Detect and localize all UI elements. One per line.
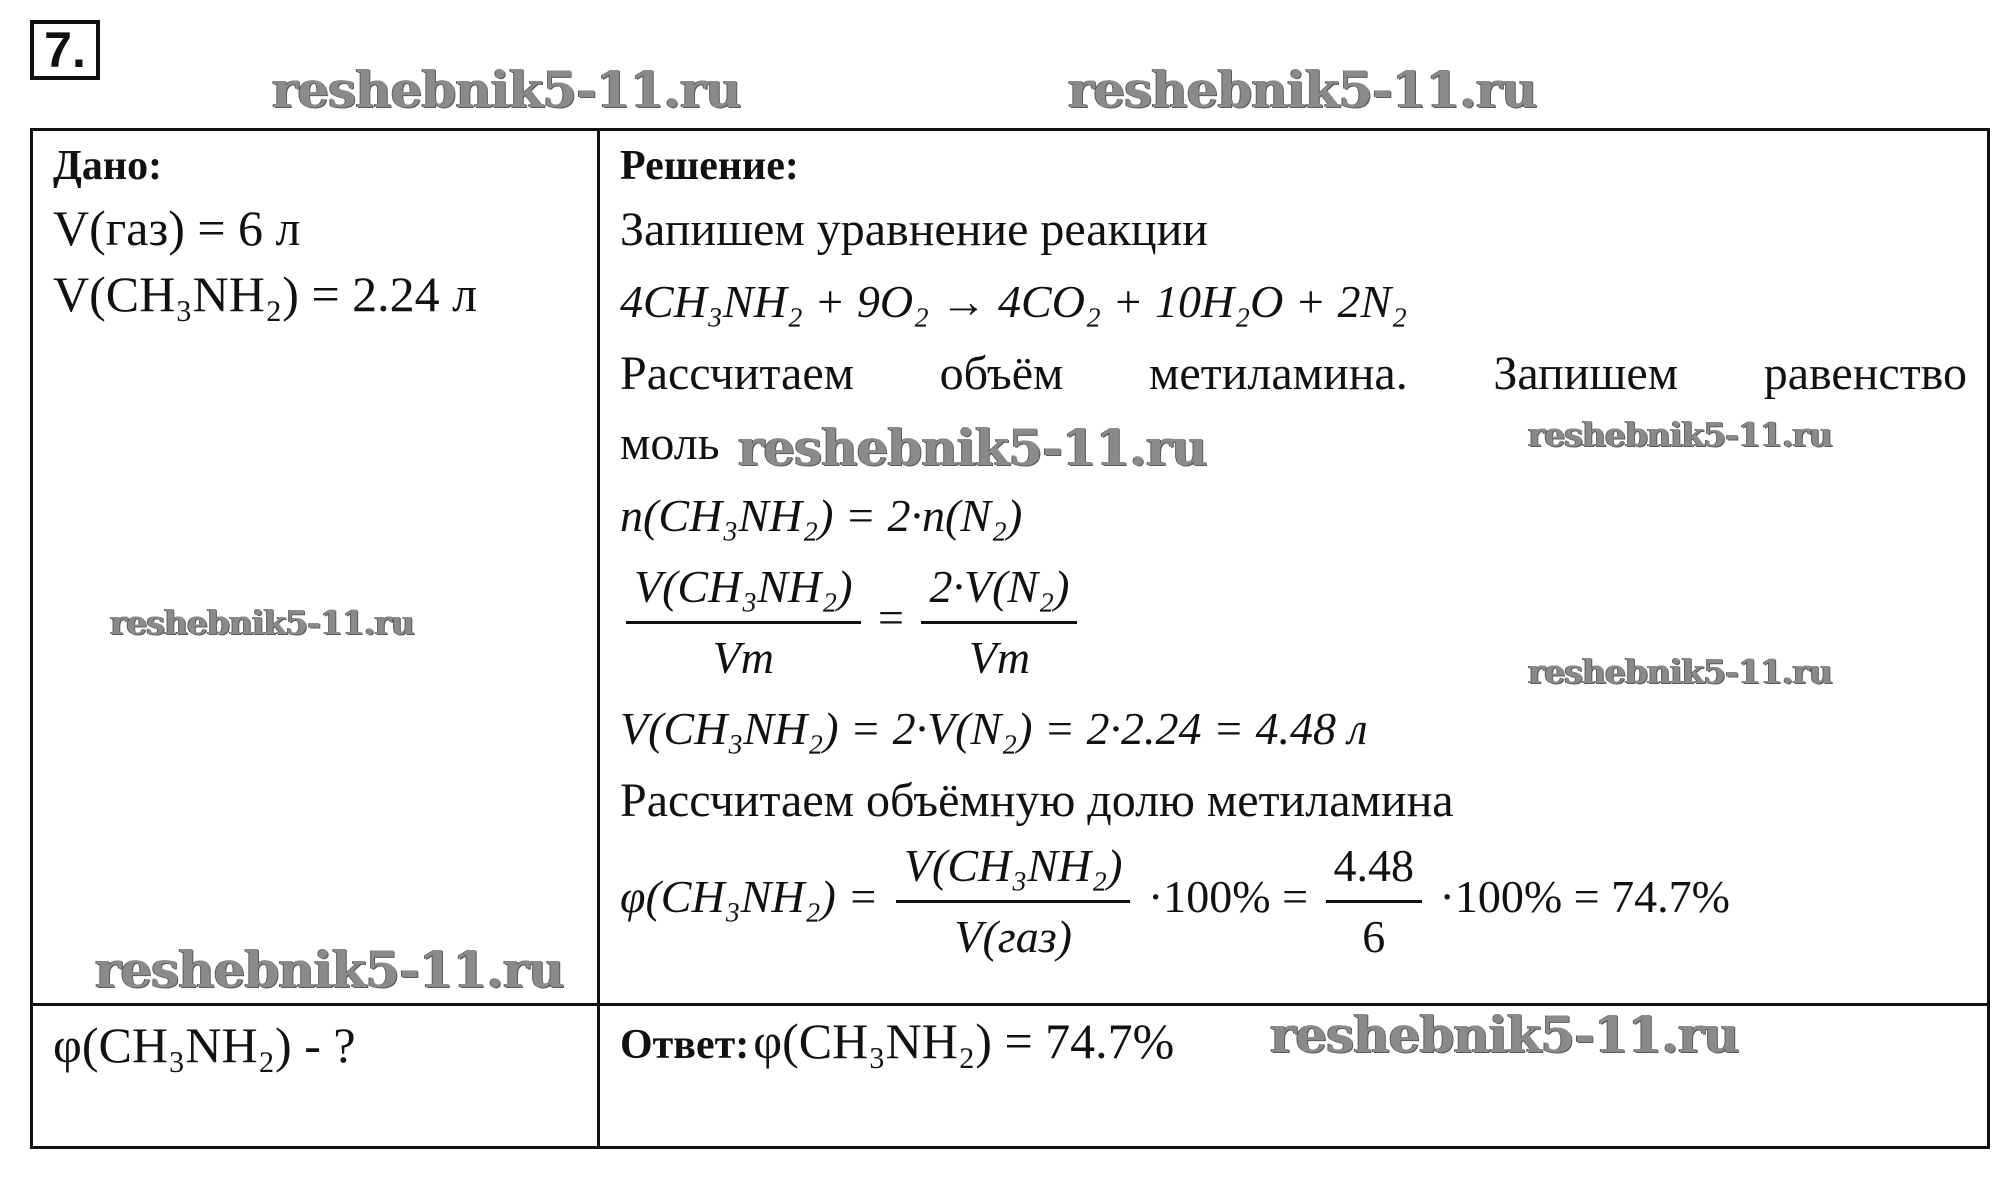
fraction-numerator: 2·V(N₂) — [921, 557, 1077, 624]
phi-lhs: φ(CH₃NH₂) = — [620, 871, 879, 923]
answer-value: φ(CH₃NH₂) = 74.7% — [753, 1013, 1175, 1069]
watermark: reshebnik5-11.ru — [1270, 1005, 1739, 1064]
fraction-numerator: 4.48 — [1326, 836, 1423, 903]
fraction-denominator: 6 — [1362, 911, 1386, 962]
given-cell — [32, 130, 599, 1005]
equals-sign: = — [878, 592, 904, 644]
solution-cell — [599, 130, 1989, 1005]
moles-equation: n(CH₃NH₂) = 2·n(N₂) — [620, 490, 1023, 541]
given-line: V(CH₃NH₂) = 2.24 л — [53, 266, 478, 322]
watermark: reshebnik5-11.ru — [1528, 652, 1832, 691]
watermark: reshebnik5-11.ru — [95, 940, 564, 999]
solution-heading: Решение: — [620, 143, 799, 189]
watermark: reshebnik5-11.ru — [738, 418, 1207, 477]
watermark: reshebnik5-11.ru — [1528, 415, 1832, 454]
given-heading: Дано: — [53, 143, 163, 189]
phi-equation — [620, 836, 1967, 967]
answer-label: Ответ: — [620, 1022, 750, 1068]
fraction — [1326, 836, 1423, 967]
fraction-numerator: V(CH₃NH₂) — [896, 836, 1131, 903]
solution-step-text: Рассчитаем объёмную долю метиламина — [620, 774, 1454, 827]
given-line: V(газ) = 6 л — [53, 200, 301, 256]
phi-middle: ·100% = — [1147, 871, 1309, 923]
fraction-denominator: V(газ) — [954, 911, 1072, 962]
solution-step-text: Запишем уравнение реакции — [620, 203, 1208, 256]
find-cell — [32, 1005, 599, 1148]
solution-step-text: моль — [620, 417, 720, 470]
fraction — [921, 557, 1077, 688]
watermark: reshebnik5-11.ru — [272, 60, 741, 119]
find-question: φ(CH₃NH₂) - ? — [53, 1017, 356, 1073]
fraction — [626, 557, 861, 688]
solution-step-text: Рассчитаем объём метиламина. Запишем равенство — [620, 347, 1967, 400]
reaction-equation: 4CH₃NH₂ + 9O₂ → 4CO₂ + 10H₂O + 2N₂ — [620, 276, 1408, 327]
phi-result: ·100% = 74.7% — [1439, 871, 1730, 923]
fraction-denominator: Vm — [968, 632, 1031, 683]
watermark: reshebnik5-11.ru — [110, 603, 414, 642]
volume-equation: V(CH₃NH₂) = 2·V(N₂) = 2·2.24 = 4.48 л — [620, 703, 1368, 754]
fraction-numerator: V(CH₃NH₂) — [626, 557, 861, 624]
watermark: reshebnik5-11.ru — [1068, 60, 1537, 119]
fraction — [896, 836, 1131, 967]
fraction-denominator: Vm — [712, 632, 774, 683]
task-number: 7. — [30, 20, 100, 80]
